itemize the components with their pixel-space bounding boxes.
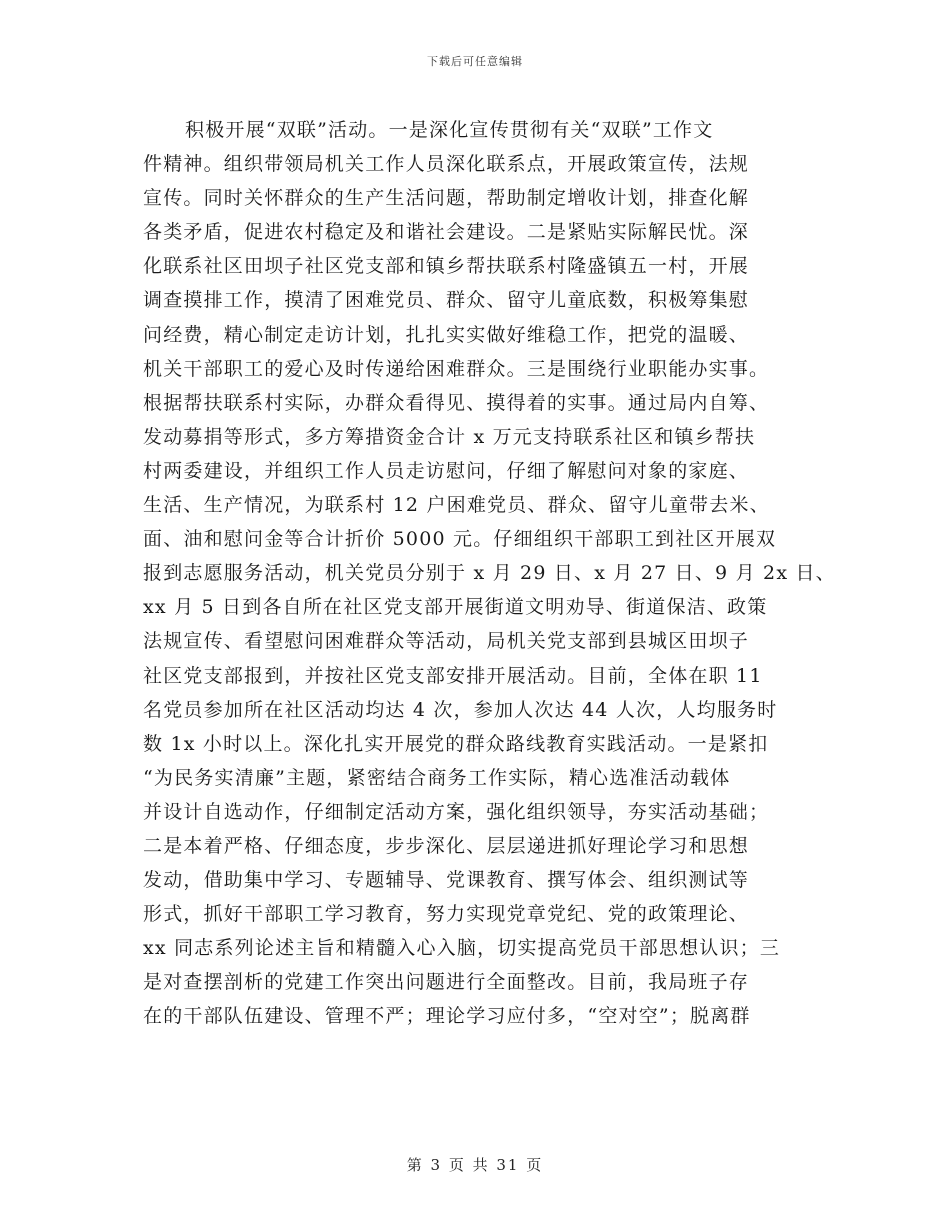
body-line: 并设计自选动作，仔细制定活动方案，强化组织领导，夯实活动基础； xyxy=(143,800,770,823)
body-line: 宣传。同时关怀群众的生产生活问题，帮助制定增收计划，排查化解 xyxy=(143,187,750,210)
body-line: 件精神。组织带领局机关工作人员深化联系点，开展政策宣传，法规 xyxy=(143,153,750,176)
body-line: 发动募捐等形式，多方筹措资金合计 x 万元支持联系社区和镇乡帮扶 xyxy=(143,425,756,448)
body-line: 面、油和慰问金等合计折价 5000 元。仔细组织干部职工到社区开展双 xyxy=(143,528,777,551)
body-line: 机关干部职工的爱心及时传递给困难群众。三是围绕行业职能办实事。 xyxy=(143,357,770,380)
body-line: 各类矛盾，促进农村稳定及和谐社会建设。二是紧贴实际解民忧。深 xyxy=(143,221,750,244)
body-line: 形式，抓好干部职工学习教育，努力实现党章党纪、党的政策理论、 xyxy=(143,903,750,926)
body-line: 问经费，精心制定走访计划，扎扎实实做好维稳工作，把党的温暖、 xyxy=(143,323,750,346)
document-body xyxy=(143,113,836,1034)
body-line: 报到志愿服务活动，机关党员分别于 x 月 29 日、x 月 27 日、9 月 2x 日、 xyxy=(143,562,836,585)
body-line: 发动，借助集中学习、专题辅导、党课教育、撰写体会、组织测试等 xyxy=(143,869,750,892)
body-line: 村两委建设，并组织工作人员走访慰问，仔细了解慰问对象的家庭、 xyxy=(143,459,750,482)
body-line: xx 月 5 日到各自所在社区党支部开展街道文明劝导、街道保洁、政策 xyxy=(143,596,768,619)
body-line: 化联系社区田坝子社区党支部和镇乡帮扶联系村隆盛镇五一村，开展 xyxy=(143,255,750,278)
body-line: 调查摸排工作，摸清了困难党员、群众、留守儿童底数，积极筹集慰 xyxy=(143,289,750,312)
body-line: 名党员参加所在社区活动均达 4 次，参加人次达 44 人次，人均服务时 xyxy=(143,698,778,721)
body-line: 生活、生产情况，为联系村 12 户困难党员、群众、留守儿童带去米、 xyxy=(143,494,770,517)
page-header-note: 下载后可任意编辑 xyxy=(427,55,523,68)
body-line: 社区党支部报到，并按社区党支部安排开展活动。目前，全体在职 11 xyxy=(143,664,763,687)
body-line: “为民务实清廉”主题，紧密结合商务工作实际，精心选准活动载体 xyxy=(143,766,731,789)
body-line: 数 1x 小时以上。深化扎实开展党的群众路线教育实践活动。一是紧扣 xyxy=(143,732,769,755)
body-line: 法规宣传、看望慰问困难群众等活动，局机关党支部到县城区田坝子 xyxy=(143,630,750,653)
body-line: 根据帮扶联系村实际，办群众看得见、摸得着的实事。通过局内自筹、 xyxy=(143,391,770,414)
body-line: 积极开展“双联”活动。一是深化宣传贯彻有关“双联”工作文 xyxy=(185,119,714,141)
page-number-footer: 第 3 页 共 31 页 xyxy=(406,1156,544,1174)
body-line: xx 同志系列论述主旨和精髓入心入脑，切实提高党员干部思想认识；三 xyxy=(143,937,781,960)
body-line: 是对查摆剖析的党建工作突出问题进行全面整改。目前，我局班子存 xyxy=(143,971,750,994)
body-line: 在的干部队伍建设、管理不严；理论学习应付多，“空对空”；脱离群 xyxy=(143,1005,751,1028)
body-line: 二是本着严格、仔细态度，步步深化、层层递进抓好理论学习和思想 xyxy=(143,834,750,857)
